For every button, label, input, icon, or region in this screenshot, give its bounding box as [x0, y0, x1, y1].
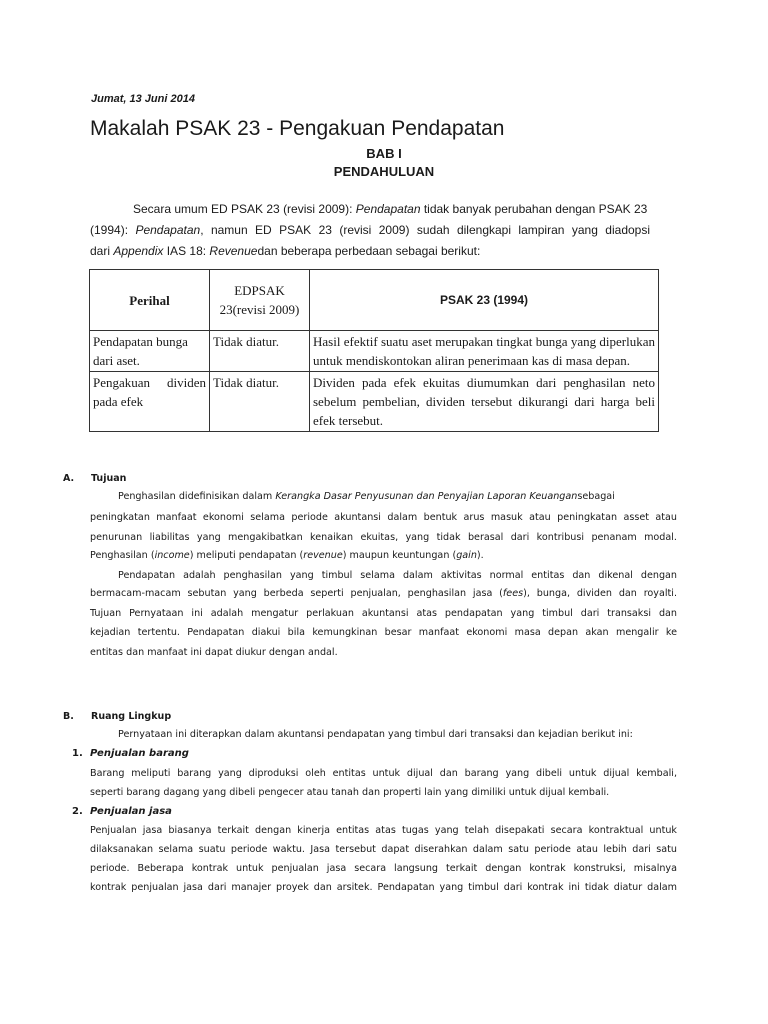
table-cell: Pendapatan bunga dari aset.: [90, 331, 210, 372]
body-text: ), bunga, dividen dan royalti.: [523, 588, 677, 599]
body-text: ) meliputi pendapatan (: [189, 550, 304, 561]
section-a-p2-line-4: kejadian tertentu. Pendapatan diakui bila kemungkinan besar manfaat ekonomi masa depan akan mengalir ke: [90, 627, 677, 638]
header-edpsak: [210, 270, 310, 331]
page-title: Makalah PSAK 23 - Pengakuan Pendapatan: [90, 117, 505, 140]
body-term: revenue: [303, 550, 343, 561]
intro-line-1: [90, 202, 650, 216]
intro-line-3: [90, 244, 650, 258]
table-cell: Tidak diatur.: [210, 372, 310, 432]
body-term: Kerangka Dasar Penyusunan dan Penyajian Laporan Keuangan: [275, 491, 578, 502]
item-2-line-4: kontrak penjualan jasa dari manajer proyek dan arsitek. Pendapatan yang timbul dari kontrak ini tidak diatur dalam: [90, 882, 677, 893]
section-a-p2-line-3: Tujuan Pernyataan ini adalah mengatur perlakuan akuntansi atas pendapatan yang timbul dari transaksi dan: [90, 608, 677, 619]
table-cell: Pengakuan dividen pada efek: [90, 372, 210, 432]
body-text: Penghasilan (: [90, 550, 155, 561]
intro-text: tidak banyak perubahan dengan PSAK 23: [420, 202, 648, 216]
section-b-intro: Pernyataan ini diterapkan dalam akuntansi pendapatan yang timbul dari transaksi dan kejadian berikut ini:: [118, 729, 633, 740]
body-text: bermacam-macam sebutan yang berbeda seperti penjualan, penghasilan jasa (: [90, 588, 503, 599]
body-text: Penghasilan didefinisikan dalam: [118, 491, 276, 502]
intro-line-2: [90, 223, 650, 237]
intro-text: (1994):: [90, 223, 136, 237]
item-2-line-2: dilaksanakan selama suatu periode waktu. Jasa tersebut dapat diserahkan dalam satu periode atau lebih dari satu: [90, 844, 677, 855]
intro-text: dan beberapa perbedaan sebagai berikut:: [257, 244, 481, 258]
section-a-p2-line-2: [90, 584, 677, 604]
section-a-letter: A.: [63, 473, 75, 484]
item-1-line-1: Barang meliputi barang yang diproduksi oleh entitas untuk dijual dan barang yang dibeli untuk dijual kembali,: [90, 768, 677, 779]
section-a-p1-line-1: [90, 487, 677, 507]
table-cell: Dividen pada efek ekuitas diumumkan dari penghasilan neto sebelum pembelian, dividen tersebut dikurangi dari harga beli efek tersebut.: [310, 372, 659, 432]
item-1-number: 1.: [72, 748, 83, 759]
header-psak: PSAK 23 (1994): [310, 270, 659, 331]
section-a-p1-line-3: penurunan liabilitas yang mengakibatkan kenaikan ekuitas, yang tidak berasal dari kontribusi penanam modal.: [90, 532, 677, 543]
body-text: ).: [476, 550, 484, 561]
intro-term: Revenue: [209, 244, 258, 258]
intro-text: IAS 18:: [163, 244, 210, 258]
header-edpsak-text: EDPSAK 23(revisi 2009): [219, 283, 300, 317]
body-text: sebagai: [577, 491, 615, 502]
item-2-line-1: Penjualan jasa biasanya terkait dengan kinerja entitas atas tugas yang telah disepakati secara kontraktual untuk: [90, 825, 677, 836]
intro-term: Pendapatan: [355, 202, 421, 216]
post-date: Jumat, 13 Juni 2014: [91, 93, 195, 105]
comparison-table: [89, 269, 659, 432]
intro-term: Pendapatan: [135, 223, 201, 237]
section-a-p1-line-4: [90, 546, 677, 566]
intro-text: , namun ED PSAK 23 (revisi 2009) sudah dilengkapi lampiran yang diadopsi: [200, 223, 651, 237]
item-1-line-2: seperti barang dagang yang dibeli pengecer atau tanah dan properti lain yang dimiliki untuk dijual kembali.: [90, 787, 610, 798]
table-cell: Hasil efektif suatu aset merupakan tingkat bunga yang diperlukan untuk mendiskontokan aliran penerimaan kas di masa depan.: [310, 331, 659, 372]
section-a-p2-line-1: Pendapatan adalah penghasilan yang timbul selama dalam aktivitas normal entitas dan dikenal dengan: [118, 570, 677, 581]
table-row: [90, 372, 659, 432]
table-header-row: [90, 270, 659, 331]
body-text: ) maupun keuntungan (: [342, 550, 457, 561]
body-term: gain: [456, 550, 477, 561]
section-b-heading: Ruang Lingkup: [91, 711, 172, 722]
intro-text: dari: [90, 244, 114, 258]
item-1-title: Penjualan barang: [90, 748, 189, 759]
body-term: fees: [502, 588, 524, 599]
chapter-title: PENDAHULUAN: [333, 164, 435, 179]
header-perihal: Perihal: [90, 270, 210, 331]
item-2-title: Penjualan jasa: [90, 806, 172, 817]
chapter-number: BAB I: [366, 146, 402, 161]
table-cell: Tidak diatur.: [210, 331, 310, 372]
section-a-heading: Tujuan: [91, 473, 127, 484]
item-2-line-3: periode. Beberapa kontrak untuk penjualan jasa secara langsung terkait dengan kontrak konstruksi, misalnya: [90, 863, 677, 874]
intro-term: Appendix: [113, 244, 164, 258]
section-a-p2-line-5: entitas dan manfaat ini dapat diukur dengan andal.: [90, 647, 338, 658]
table-row: [90, 331, 659, 372]
item-2-number: 2.: [72, 806, 83, 817]
section-a-p1-line-2: peningkatan manfaat ekonomi selama periode akuntansi dalam bentuk arus masuk atau peningkatan asset atau: [90, 512, 677, 523]
body-term: income: [154, 550, 190, 561]
section-b-letter: B.: [63, 711, 74, 722]
intro-text: Secara umum ED PSAK 23 (revisi 2009):: [133, 202, 356, 216]
